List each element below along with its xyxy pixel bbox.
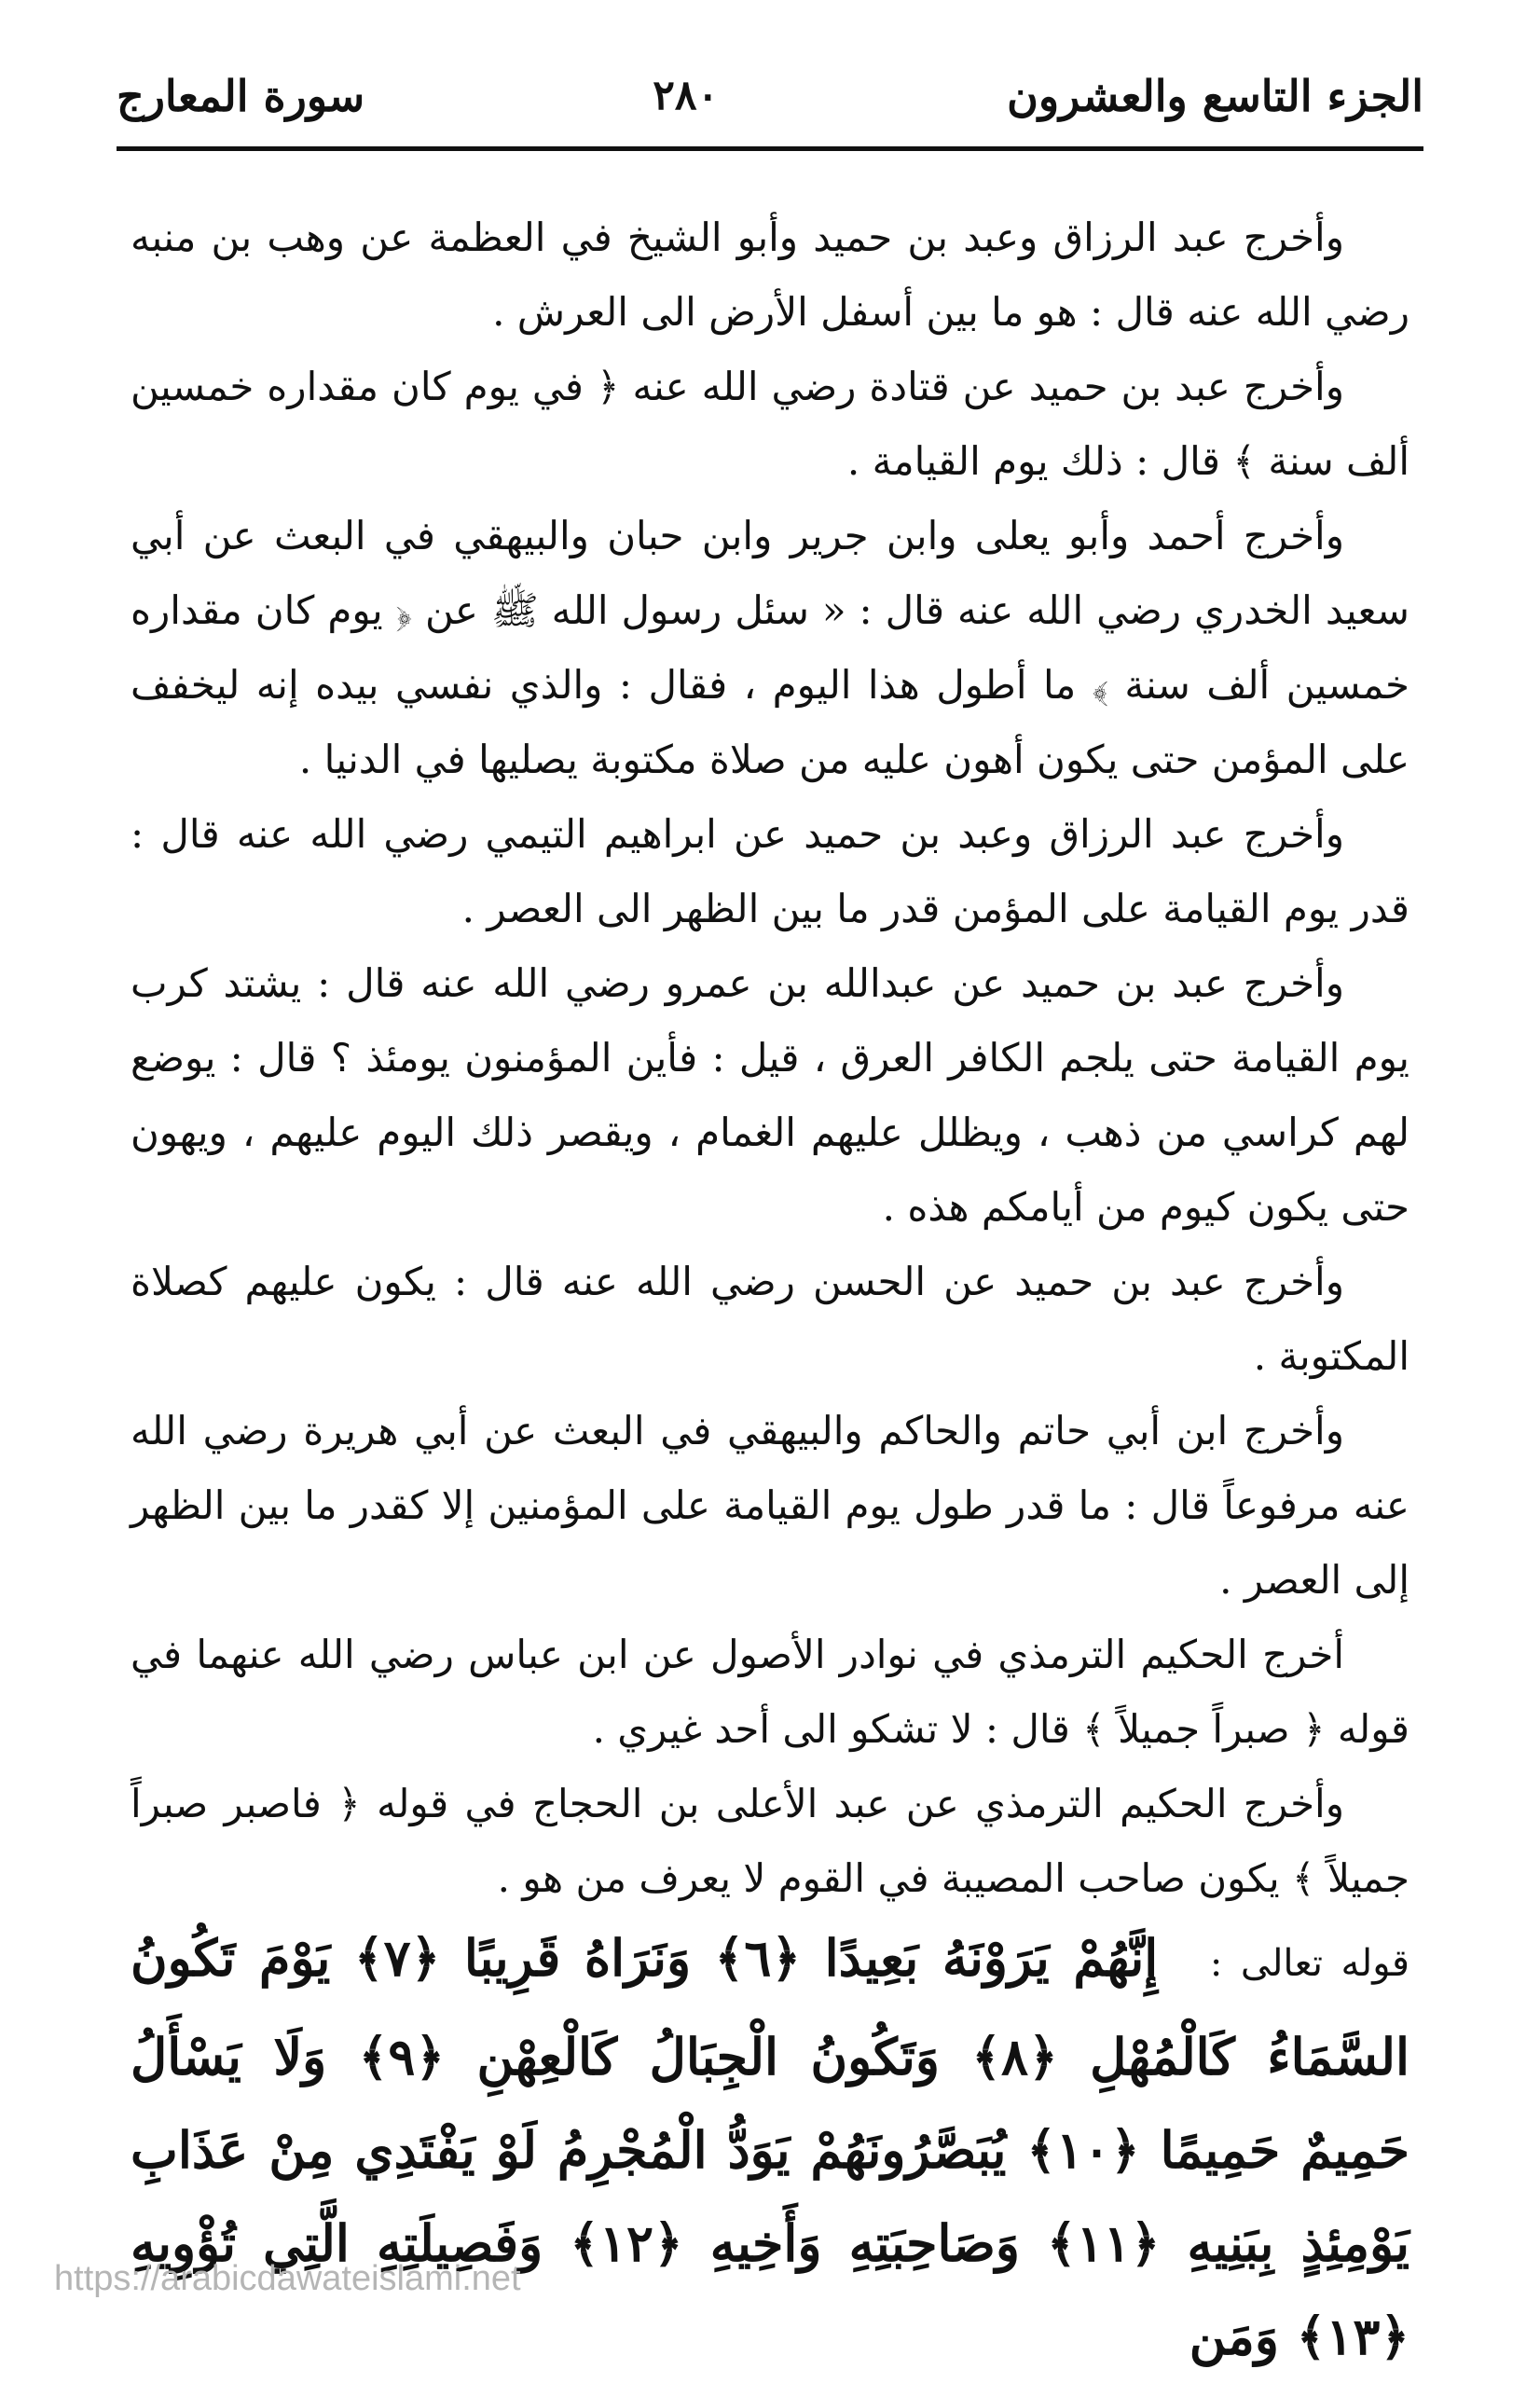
paragraph: وأخرج عبد الرزاق وعبد بن حميد عن ابراهيم التيمي رضي الله عنه قال : قدر يوم القيامة على المؤمن قدر ما بين الظهر الى العصر .: [131, 811, 1409, 931]
paragraph: وأخرج عبد بن حميد عن الحسن رضي الله عنه قال : يكون عليهم كصلاة المكتوبة .: [131, 1259, 1409, 1379]
running-header: [117, 51, 1423, 140]
part-title: الجزء التاسع والعشرون: [1007, 70, 1423, 121]
paragraph: أخرج الحكيم الترمذي في نوادر الأصول عن ابن عباس رضي الله عنهما في قوله ﴿ صبراً جميلاً ﴾ قال : لا تشكو الى أحد غيري .: [131, 1632, 1409, 1752]
paragraph: وأخرج أحمد وأبو يعلى وابن جرير وابن حبان والبيهقي في البعث عن أبي سعيد الخدري رضي الله عنه قال : « سئل رسول الله ﷺ عن ﴿ يوم كان مقداره خمسين ألف سنة ﴾ ما أطول هذا اليوم ، فقال : والذي نفسي بيده إنه ليخفف على المؤمن حتى يكون أهون عليه من صلاة مكتوبة يصليها في الدنيا .: [131, 513, 1409, 782]
header-rule: [117, 146, 1423, 151]
verse-text: إِنَّهُمْ يَرَوْنَهُ بَعِيدًا ﴿٦﴾ وَنَرَاهُ قَرِيبًا ﴿٧﴾ يَوْمَ تَكُونُ السَّمَاءُ كَالْمُهْلِ ﴿٨﴾ وَتَكُونُ الْجِبَالُ كَالْعِهْنِ ﴿٩﴾ وَلَا يَسْأَلُ حَمِيمٌ حَمِيمًا ﴿١٠﴾ يُبَصَّرُونَهُمْ يَوَدُّ الْمُجْرِمُ لَوْ يَفْتَدِي مِنْ عَذَابِ يَوْمِئِذٍ بِبَنِيهِ ﴿١١﴾ وَصَاحِبَتِهِ وَأَخِيهِ ﴿١٢﴾ وَفَصِيلَتِهِ الَّتِي تُؤْوِيهِ ﴿١٣﴾ وَمَن: [131, 1928, 1409, 2366]
paragraph: وأخرج الحكيم الترمذي عن عبد الأعلى بن الحجاج في قوله ﴿ فاصبر صبراً جميلاً ﴾ يكون صاحب المصيبة في القوم لا يعرف من هو .: [131, 1781, 1409, 1901]
watermark-url: https://arabicdawateislami.net: [54, 2259, 521, 2298]
quran-verses: [131, 1911, 1409, 2383]
page-number: ٢٨٠: [653, 72, 720, 119]
paragraph: وأخرج عبد بن حميد عن قتادة رضي الله عنه ﴿ في يوم كان مقداره خمسين ألف سنة ﴾ قال : ذلك يوم القيامة .: [131, 364, 1409, 484]
paragraph: وأخرج عبد بن حميد عن عبدالله بن عمرو رضي الله عنه قال : يشتد كرب يوم القيامة حتى يلجم الكافر العرق ، قيل : فأين المؤمنون يومئذ ؟ قال : يوضع لهم كراسي من ذهب ، ويظلل عليهم الغمام ، ويقصر ذلك اليوم عليهم ، ويهون حتى يكون كيوم من أيامكم هذه .: [131, 960, 1409, 1230]
surah-title: سورة المعارج: [117, 70, 365, 121]
main-text: [131, 200, 1409, 1916]
paragraph: وأخرج عبد الرزاق وعبد بن حميد وأبو الشيخ في العظمة عن وهب بن منبه رضي الله عنه قال : هو ما بين أسفل الأرض الى العرش .: [131, 214, 1409, 335]
paragraph: وأخرج ابن أبي حاتم والحاكم والبيهقي في البعث عن أبي هريرة رضي الله عنه مرفوعاً قال : ما قدر طول يوم القيامة على المؤمنين إلا كقدر ما بين الظهر إلى العصر .: [131, 1408, 1409, 1603]
verse-intro: قوله تعالى :: [1209, 1942, 1409, 1985]
